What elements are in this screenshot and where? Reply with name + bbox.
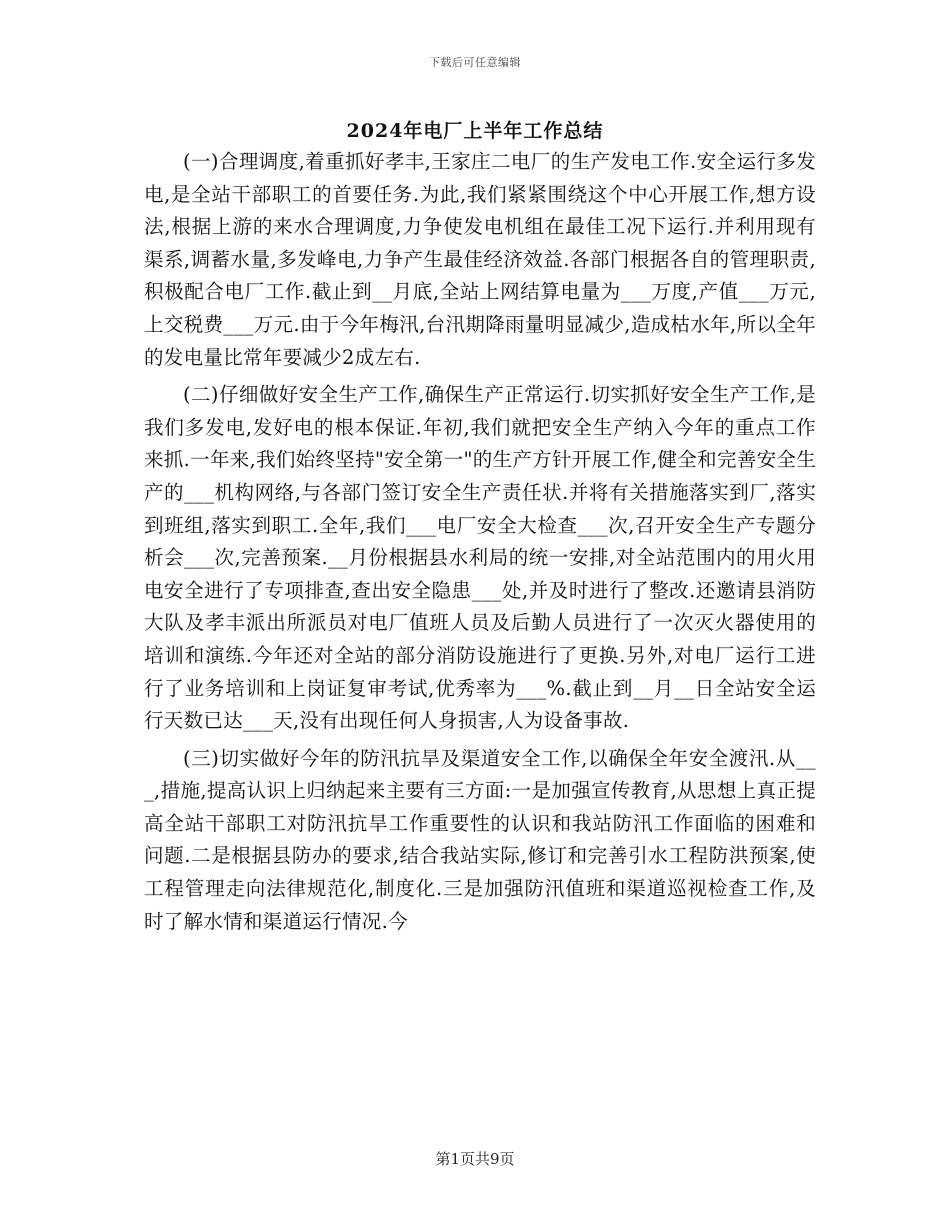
paragraph-1: (一)合理调度,着重抓好孝丰,王家庄二电厂的生产发电工作.安全运行多发电,是全站干部职工的首要任务.为此,我们紧紧围绕这个中心开展工作,想方设法,根据上游的来水合理调度,力争使发电机组在最佳工况下运行.并利用现有渠系,调蓄水量,多发峰电,力争产生最佳经济效益.各部门根据各自的管理职责,积极配合电厂工作.截止到__月底,全站上网结算电量为___万度,产值___万元,上交税费___万元.由于今年梅汛,台汛期降雨量明显减少,造成枯水年,所以全年的发电量比常年要减少2成左右.: [144, 150, 816, 369]
paragraph-3: (三)切实做好今年的防汛抗旱及渠道安全工作,以确保全年安全渡汛.从___,措施,提高认识上归纳起来主要有三方面:一是加强宣传教育,从思想上真正提高全站干部职工对防汛抗旱工作重要性的认识和我站防汛工作面临的困难和问题.二是根据县防办的要求,结合我站实际,修订和完善引水工程防洪预案,使工程管理走向法律规范化,制度化.三是加强防汛值班和渠道巡视检查工作,及时了解水情和渠道运行情况.今: [144, 746, 816, 933]
document-title: 2024年电厂上半年工作总结: [346, 120, 604, 142]
paragraph-2: (二)仔细做好安全生产工作,确保生产正常运行.切实抓好安全生产工作,是我们多发电,发好电的根本保证.年初,我们就把安全生产纳入今年的重点工作来抓.一年来,我们始终坚持"安全第一"的生产方针开展工作,健全和完善安全生产的___机构网络,与各部门签订安全生产责任状.并将有关措施落实到厂,落实到班组,落实到职工.全年,我们___电厂安全大检查___次,召开安全生产专题分析会___次,完善预案.__月份根据县水利局的统一安排,对全站范围内的用火用电安全进行了专项排查,查出安全隐患___处,并及时进行了整改.还邀请县消防大队及孝丰派出所派员对电厂值班人员及后勤人员进行了一次灭火器使用的培训和演练.今年还对全站的部分消防设施进行了更换.另外,对电厂运行工进行了业务培训和上岗证复审考试,优秀率为___%.截止到__月__日全站安全运行天数已达___天,没有出现任何人身损害,人为设备事故.: [144, 383, 816, 733]
document-body: [144, 146, 816, 938]
header-note: 下载后可任意编辑: [429, 56, 521, 69]
page-number: 第1页共9页: [435, 1150, 515, 1168]
